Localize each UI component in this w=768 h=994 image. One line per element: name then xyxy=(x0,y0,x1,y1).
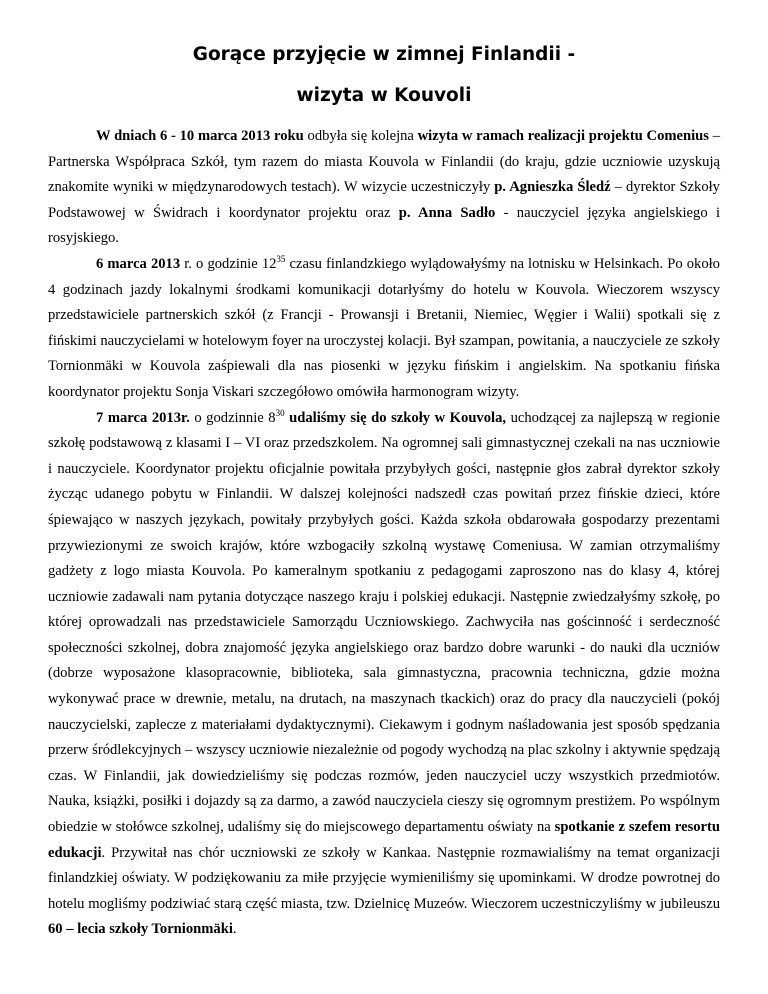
paragraph-2-text: czasu finlandzkiego wylądowałyśmy na lotnisku w Helsinkach. Po około 4 godzinach jazdy lokalnymi środkami komunikacji dotarłyśmy do hotelu w Kouvola. Wieczorem wszyscy przedstawiciele partnerskich szkół (z Francji - Prowansji i Bretanii, Niemiec, Węgier i Walii) spotkali się z fińskimi nauczycielami w hotelowym foyer na uroczystej kolacji. Był szampan, powitania, a nauczyciele ze szkoły Tornionmäki w Kouvola zaśpiewali dla nas piosenki w języku fińskim i angielskim. Na spotkaniu fińska koordynator projektu Sonja Viskari szczegółowo omówiła harmonogram wizyty. xyxy=(48,255,720,400)
paragraph-3-time-minutes: 30 xyxy=(275,407,285,418)
document-title-line-1: Gorące przyjęcie w zimnej Finlandii - xyxy=(192,44,576,65)
paragraph-3-school-visit: udaliśmy się do szkoły w Kouvola, xyxy=(289,409,507,426)
paragraph-1-text: - nauczyciel języka angielskiego i rosyjskiego. xyxy=(48,204,720,247)
paragraph-2-time-minutes: 35 xyxy=(276,254,286,265)
paragraph-1-text: – Partnerska Współpraca Szkół, tym razem do miasta Kouvola w Finlandii (do kraju, gdzie uczniowie uzyskują znakomite wyniki w międzynarodowych testach). W wizycie uczestniczyły xyxy=(48,128,721,196)
paragraph-2 xyxy=(48,252,720,406)
paragraph-1-person-2: p. Anna Sadło xyxy=(398,204,496,221)
paragraph-3-text: uchodzącej za najlepszą w regionie szkołę podstawową z klasami I – VI oraz przedszkolem. Na ogromnej sali gimnastycznej czekali na nas uczniowie i nauczyciele. Koordynator projektu oficjalnie powitała przybyłych gości, następnie głos zabrał dyrektor szkoły życząc udanego pobytu w Finlandii. W dalszej kolejności nadszedł czas powitań przez fińskie dzieci, które śpiewająco w naszych językach, powitały przybyłych gości. Każda szkoła obdarowała gospodarzy prezentami przywiezionymi ze swoich krajów, które wzbogaciły szkolną wystawę Comeniusa. W zamian otrzymaliśmy gadżety z logo miasta Kouvola. Po kameralnym spotkaniu z pedagogami zaproszono nas do klasy 4, której uczniowie zadawali nam pytania dotyczące naszego kraju i polskiej edukacji. Następnie zwiedzałyśmy szkołę, po której oprowadzali nas przedstawiciele Samorządu Uczniowskiego. Zachwyciła nas gościnność i serdeczność społeczności szkolnej, dobra znajomość języka angielskiego oraz bardzo dobre warunki - do nauki dla uczniów (dobrze wyposażone klasopracownie, biblioteka, sala gimnastyczna, pracownia techniczna, gdzie można wykonywać prace w drewnie, metalu, na drutach, na maszynach tkackich) oraz do pracy dla nauczycieli (pokój nauczycielski, zaplecze z materiałami dydaktycznymi). Ciekawym i godnym naśladowania jest sposób spędzania przerw śródlekcyjnych – wszyscy uczniowie niezależnie od pogody wychodzą na plac szkolny i aktywnie spędzają czas. W Finlandii, jak dowiedzieliśmy się podczas rozmów, jeden nauczyciel uczy wszystkich przedmiotów. Nauka, książki, posiłki i dojazdy są za darmo, a zawód nauczyciela cieszy się ogromnym prestiżem. Po wspólnym obiedzie w stołówce szkolnej, udaliśmy się do miejscowego departamentu oświaty na xyxy=(48,409,720,836)
paragraph-1-text: – dyrektor Szkoły Podstawowej w Świdrach i koordynator projektu oraz xyxy=(48,179,720,221)
paragraph-2-date: 6 marca 2013 xyxy=(96,255,181,272)
document-body xyxy=(48,124,720,943)
paragraph-1-date: W dniach 6 - 10 marca 2013 roku xyxy=(96,128,304,144)
paragraph-3-text: . Przywitał nas chór uczniowski ze szkoły w Kankaa. Następnie rozmawialiśmy na temat organizacji finlandzkiej oświaty. W podziękowaniu za miłe przyjęcie wymieniliśmy się upominkami. W drodze powrotnej do hotelu mogliśmy podziwiać starą część miasta, tzw. Dzielnicę Muzeów. Wieczorem uczestniczyliśmy w jubileuszu xyxy=(48,844,720,912)
paragraph-1 xyxy=(48,124,720,252)
paragraph-3-text: o godzinnie 8 xyxy=(189,409,276,426)
paragraph-2-text: r. o godzinie 12 xyxy=(180,255,277,272)
paragraph-3-jubilee: 60 – lecia szkoły Tornionmäki xyxy=(48,921,233,938)
document-page xyxy=(48,40,720,943)
document-title-line-2: wizyta w Kouvoli xyxy=(296,85,472,106)
paragraph-3-date: 7 marca 2013r. xyxy=(96,409,190,426)
paragraph-1-text: odbyła się kolejna xyxy=(303,128,418,144)
paragraph-3-meeting: spotkanie z szefem resortu edukacji xyxy=(48,819,720,861)
paragraph-1-project: wizyta w ramach realizacji projektu Comenius xyxy=(417,128,709,144)
paragraph-1-person-1: p. Agnieszka Śledź xyxy=(494,179,611,196)
paragraph-3-text: . xyxy=(232,921,237,938)
paragraph-3 xyxy=(48,406,720,943)
